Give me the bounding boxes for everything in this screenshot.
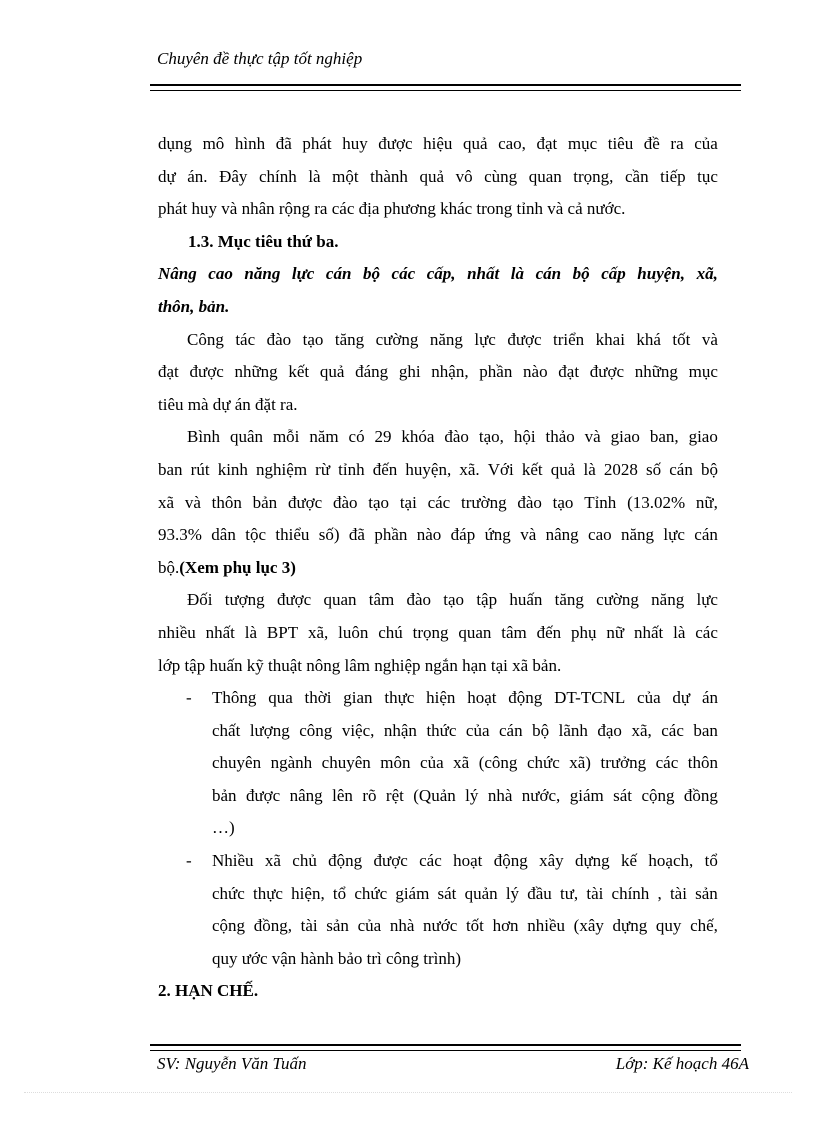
section-heading: 1.3. Mục tiêu thứ ba. <box>188 231 339 251</box>
bullet-item <box>158 682 718 845</box>
text-line: Công tác đào tạo tăng cường năng lực được triển khai khá tốt và <box>187 329 718 349</box>
footer-rule-top <box>150 1044 741 1046</box>
text-line: dụng mô hình đã phát huy được hiệu quả cao, đạt mục tiêu đề ra của <box>158 134 718 153</box>
text-line: Thông qua thời gian thực hiện hoạt động DT-TCNL của dự án <box>212 688 718 708</box>
text-line: ban rút kinh nghiệm rừ tỉnh đến huyện, xã. Với kết quả là 2028 số cán bộ <box>158 459 718 479</box>
text-line: Bình quân mỗi năm có 29 khóa đào tạo, hội thảo và giao ban, giao <box>187 427 718 447</box>
subheading-line: thôn, bản. <box>158 296 230 316</box>
appendix-reference: (Xem phụ lục 3) <box>179 557 296 577</box>
section-heading: 2. HẠN CHẾ. <box>158 981 259 1001</box>
text-line: chuyên ngành chuyên môn của xã (công chức xã) trưởng các thôn <box>212 753 718 773</box>
text-line: nhiều nhất là BPT xã, luôn chú trọng quan tâm đến phụ nữ nhất là các <box>158 622 718 642</box>
text-line: 93.3% dân tộc thiểu số) đã phần nào đáp ứng và nâng cao năng lực cán <box>158 525 718 545</box>
page-edge-divider <box>24 1092 792 1093</box>
text-line: chất lượng công việc, nhận thức của cán bộ lãnh đạo xã, các ban <box>212 720 718 740</box>
text-line: quy ước vận hành bảo trì công trình) <box>212 948 462 968</box>
footer-class: Lớp: Kế hoạch 46A <box>615 1054 749 1073</box>
text-line: Nhiều xã chủ động được các hoạt động xây dựng kế hoạch, tổ <box>212 851 718 871</box>
bullet-item <box>158 845 718 975</box>
header-rule-bottom <box>150 90 741 91</box>
header-title: Chuyên đề thực tập tốt nghiệp <box>157 49 363 68</box>
text-line: phát huy và nhân rộng ra các địa phương khác trong tỉnh và cả nước. <box>158 199 626 219</box>
bullet-marker: - <box>186 688 192 708</box>
footer-rule-bottom <box>150 1050 741 1051</box>
subheading-line: Nâng cao năng lực cán bộ các cấp, nhất là cán bộ cấp huyện, xã, <box>158 264 718 284</box>
text-line: đạt được những kết quả đáng ghi nhận, phần nào đạt được những mục <box>158 362 718 382</box>
text-line: cộng đồng, tài sản của nhà nước tốt hơn nhiều (xây dựng quy chế, <box>212 916 718 936</box>
header-rule-top <box>150 84 741 86</box>
text-line: bản được nâng lên rõ rệt (Quản lý nhà nước, giám sát cộng đồng <box>212 785 718 805</box>
text-line: Đối tượng được quan tâm đào tạo tập huấn tăng cường năng lực <box>187 590 718 610</box>
text-line: xã và thôn bản được đào tạo tại các trường đào tạo Tỉnh (13.02% nữ, <box>158 492 718 512</box>
text-line: tiêu mà dự án đặt ra. <box>158 394 298 414</box>
text-line: lớp tập huấn kỹ thuật nông lâm nghiệp ngắn hạn tại xã bản. <box>158 655 562 675</box>
footer-student: SV: Nguyễn Văn Tuấn <box>157 1054 307 1073</box>
text-line: …) <box>212 818 235 838</box>
text-fragment: bộ. <box>158 557 180 577</box>
text-line: dự án. Đây chính là một thành quả vô cùng quan trọng, cần tiếp tục <box>158 166 718 186</box>
text-line <box>158 552 718 585</box>
bullet-marker: - <box>186 851 192 871</box>
document-body <box>158 128 718 1008</box>
text-line: chức thực hiện, tổ chức giám sát quản lý đầu tư, tài chính , tài sản <box>212 883 718 903</box>
